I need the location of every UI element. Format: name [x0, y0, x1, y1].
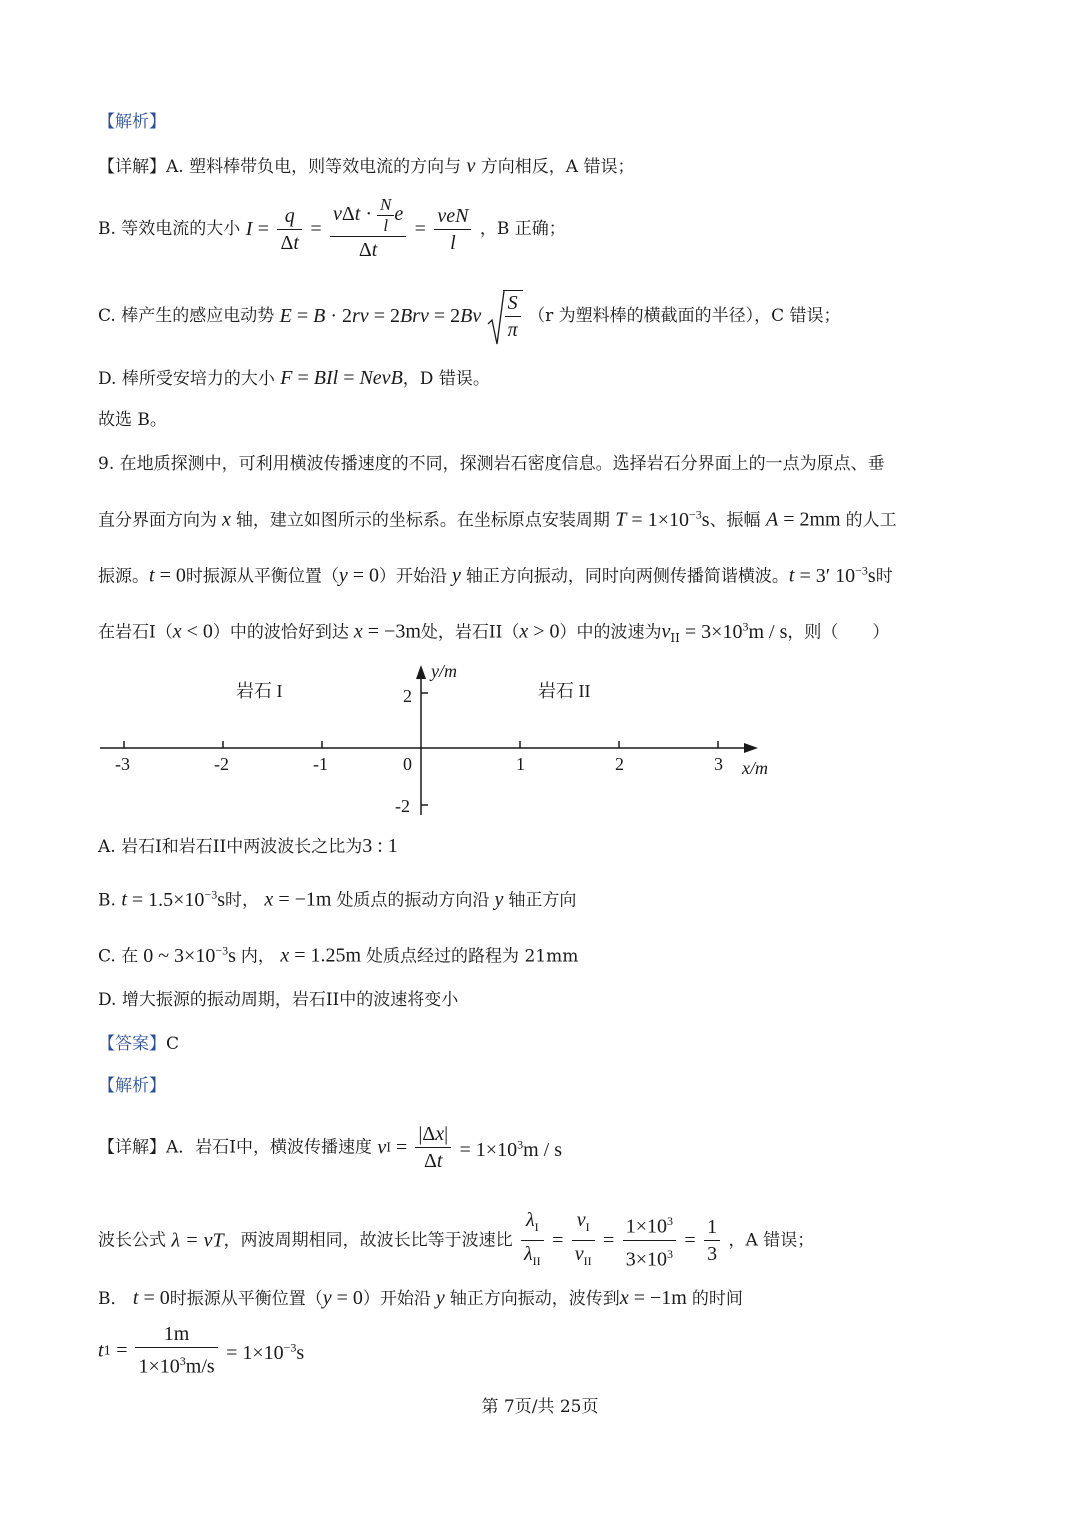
coordinate-diagram	[90, 655, 790, 825]
solution-a: 【详解】A．岩石I中，横波传播速度 vI = $\frac{|\Delta x|}{\Delta t}$ = $1\times 10^3m / s$	[98, 1123, 562, 1172]
detail-label-2: 【详解】	[98, 1137, 166, 1158]
x-tick-label: -1	[313, 754, 328, 774]
solution-wavelength: 波长公式 λ = vT，两波周期相同，故波长比等于波速比 $\frac{\lambda_I}{\lambda_{II}}$ = $\frac{v_I}{v_{II}}$ = $\frac{1\times 10^3}{3\times 10^3}$ = $\frac{1}{3}$ ，A 错误；	[98, 1208, 814, 1273]
q9-line-3: 振源。t = 0时振源从平衡位置（y = 0）开始沿 y 轴正方向振动，同时向两侧传播简谐横波。t = 3′ $10^{-3}s$时	[98, 563, 893, 587]
option-a-explanation: 【详解】A. 塑料棒带负电，则等效电流的方向与 v 方向相反，A 错误；	[98, 155, 635, 177]
analysis-label: 【解析】	[98, 112, 166, 132]
x-tick-label: 2	[615, 754, 624, 774]
x-tick-label: 1	[516, 754, 525, 774]
detail-label: 【详解】	[98, 157, 166, 177]
q9-line-2: 直分界面方向为 x 轴，建立如图所示的坐标系。在坐标原点安装周期 $T = 1\times 10^{-3}s$、振幅 A = 2mm 的人工	[98, 507, 897, 531]
answer-label: 【答案】	[98, 1034, 166, 1054]
choice-a: A. 岩石I和岩石II中两波波长之比为3 : 1	[98, 835, 398, 857]
x-tick-label: -3	[115, 754, 130, 774]
fraction-v-ratio: $\frac{v_I}{v_{II}}$	[572, 1208, 595, 1273]
fraction-dx-dt: $\frac{|\Delta x|}{\Delta t}$	[415, 1122, 451, 1173]
fraction-lambda-ratio: $\frac{\lambda_I}{\lambda_{II}}$	[521, 1208, 544, 1273]
y-axis-label: y/m	[431, 661, 457, 681]
choose-answer: 故选 B。	[98, 410, 167, 430]
page-footer: 第 7页/共 25页	[481, 1397, 599, 1417]
y-tick-label-bottom: -2	[395, 796, 410, 816]
q9-line-4: 在岩石I（x < 0）中的波恰好到达 x = −3m处，岩石II（x > 0）中的波速为$v_{II} = 3\times 10^3m / s$，则（ ）	[98, 619, 890, 646]
y-tick-label-top: 2	[403, 686, 412, 706]
q9-line-1: 9. 在地质探测中，可利用横波传播速度的不同，探测岩石密度信息。选择岩石分界面上的一点为原点、垂	[98, 454, 885, 474]
x-tick-label: 0	[403, 754, 412, 774]
fraction-one-third: $\frac{1}{3}$	[704, 1215, 720, 1266]
y-axis-arrow	[416, 665, 426, 679]
x-tick-label: -2	[214, 754, 229, 774]
sqrt-s-over-pi: $\frac{S}{\pi}$	[487, 290, 523, 342]
answer-line	[98, 1032, 179, 1056]
fraction-q-dt: $\frac{q}{\Delta t}$	[277, 204, 301, 255]
option-d-explanation: D. 棒所受安培力的大小 F = BIl = NevB，D 错误。	[98, 367, 490, 389]
analysis-label-2: 【解析】	[98, 1076, 166, 1096]
option-b-explanation: B. 等效电流的大小 I = $\frac{q}{\Delta t}$ = vΔt · $\frac{N}{l}$ e Δt = $\frac{\text{veN}}{l}$ ，B 正确；	[98, 195, 566, 261]
solution-b: B． t = 0时振源从平衡位置（y = 0）开始沿 y 轴正方向振动，波传到x = −1m 的时间	[98, 1287, 743, 1309]
fraction-ven-l: $\frac{\text{veN}}{l}$	[434, 204, 471, 255]
x-tick-label: 3	[714, 754, 723, 774]
rock-1-label: 岩石 I	[236, 681, 283, 701]
fraction-vdt-n-l-e: vΔt · $\frac{N}{l}$ e Δt	[330, 196, 406, 262]
choice-d: D. 增大振源的振动周期，岩石II中的波速将变小	[98, 990, 459, 1010]
answer-value: C	[166, 1034, 180, 1054]
x-axis-label: x/m	[742, 758, 768, 778]
solution-t1: t1 = $\frac{1m}{1\times 10^3m/s}$ = $1\times 10^{-3}s$	[98, 1323, 305, 1378]
choice-b: B. $t = 1.5\times 10^{-3}s$时， x = −1m 处质点的振动方向沿 y 轴正方向	[98, 887, 577, 911]
x-axis-arrow	[744, 743, 758, 753]
rock-2-label: 岩石 II	[538, 681, 591, 701]
option-c-explanation: C. 棒产生的感应电动势 E = B · 2rv = 2Brv = 2Bv $\frac{S}{\pi}$ （r 为塑料棒的横截面的半径），C 错误；	[98, 290, 841, 342]
fraction-t1: $\frac{1m}{1\times 10^3m/s}$	[135, 1322, 217, 1379]
choice-c: C. 在 0 ~ $3\times 10^{-3}s$ 内， x = 1.25m 处质点经过的路程为 21mm	[98, 943, 579, 967]
fraction-speed-values: $\frac{1\times 10^3}{3\times 10^3}$	[623, 1209, 676, 1271]
